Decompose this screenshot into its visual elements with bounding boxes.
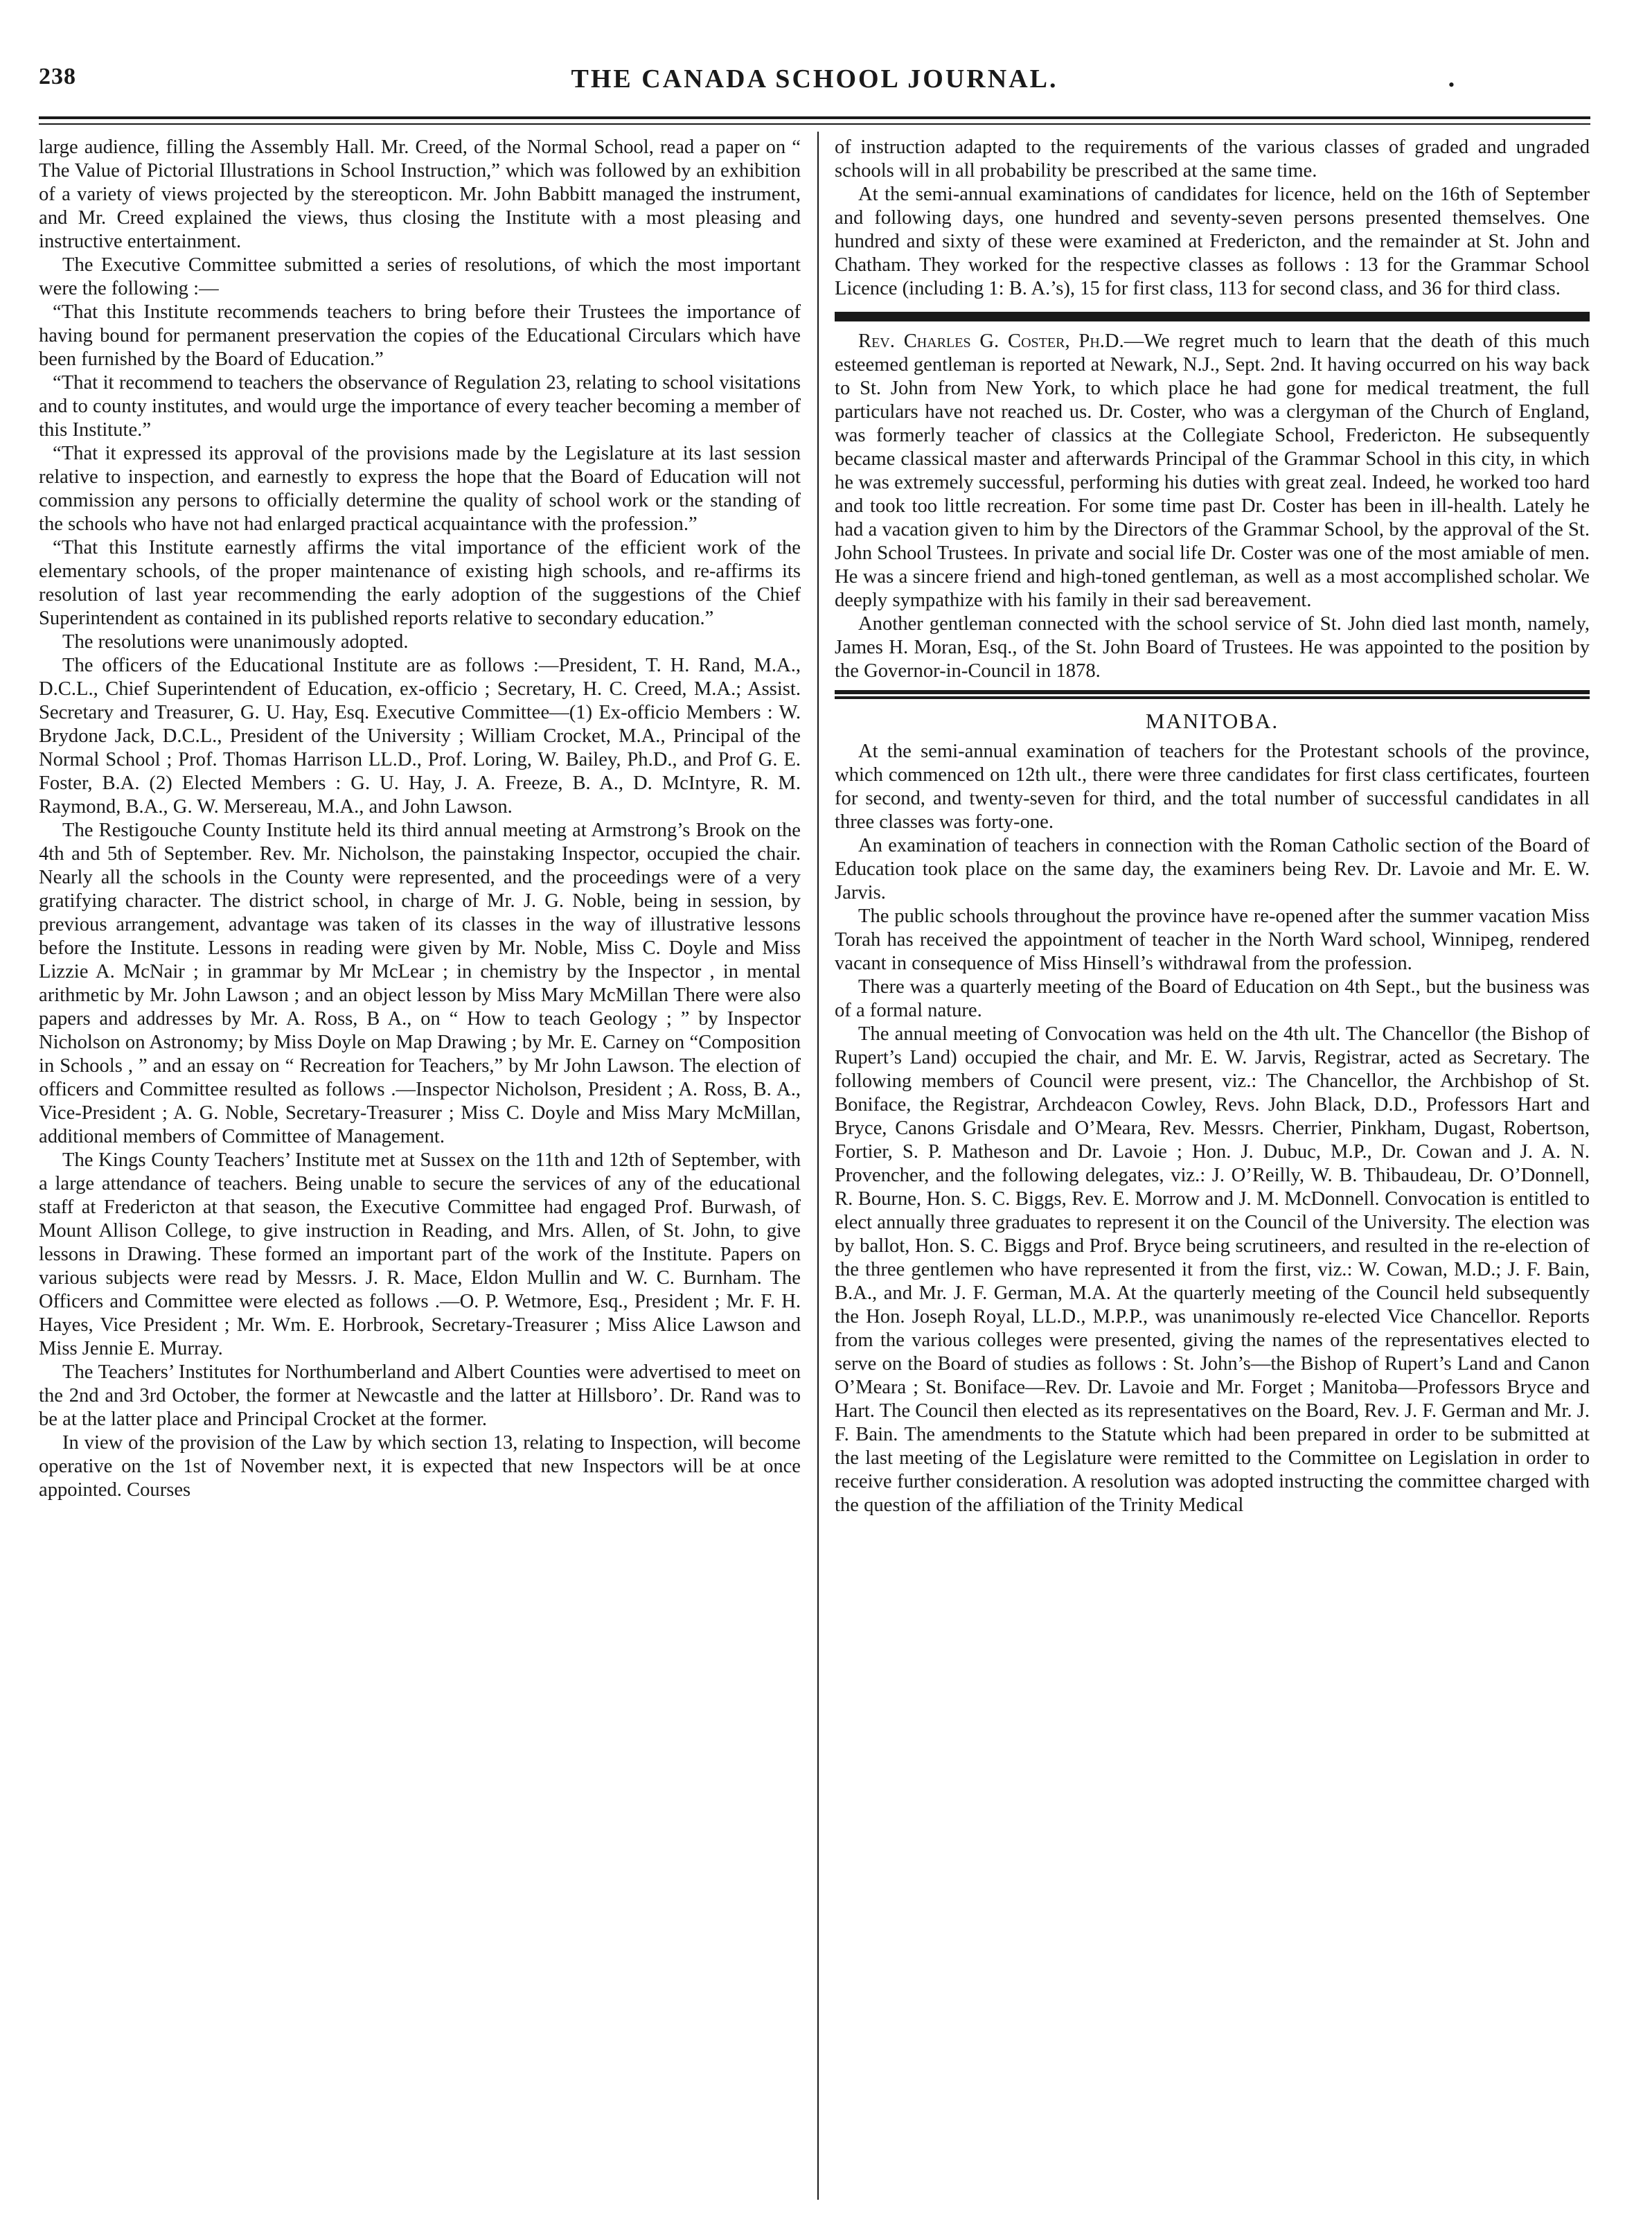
section-title: MANITOBA.	[1145, 709, 1279, 733]
paragraph: The Executive Committee submitted a series of resolutions, of which the most important were the following :—	[39, 254, 801, 299]
resolution-quote: “That this Institute recommends teachers to bring before their Trustees the importance of having bound for permanent preservation the copies of the Educational Circulars which have been furnished by the Board of Education.”	[39, 301, 801, 370]
journal-title: THE CANADA SCHOOL JOURNAL.	[571, 64, 1058, 94]
header-rule	[39, 116, 1590, 119]
paragraph: The resolutions were unanimously adopted.	[62, 631, 409, 653]
paragraph: The Kings County Teachers’ Institute met at Sussex on the 11th and 12th of September, with a large attendance of teachers. Being unable to secure the services of any of the educational staff at Fredericton at that season, the Executive Committee had engaged Prof. Burwash, of Mount Allison College, to give instruction in Reading, and Mrs. Allen, of St. John, to give lessons in Drawing. These formed an important part of the work of the Institute. Papers on various subjects were read by Messrs. J. R. Mace, Eldon Mullin and W. C. Burnham. The Officers and Committee were elected as follows .—O. P. Wetmore, Esq., President ; Mr. F. H. Hayes, Vice President ; Mr. Wm. E. Horbrook, Secretary-Treasurer ; Miss Alice Lawson and Miss Jennie E. Murray.	[39, 1149, 801, 1359]
right-column	[835, 136, 1590, 1517]
obituary-text: —We regret much to learn that the death of this much esteemed gentleman is reported at Newark, N.J., Sept. 2nd. It having occurred on his way back to St. John from New York, to which place he had gone for medical treatment, the full particulars have not reached us. Dr. Coster, who was a clergyman of the Church of England, was formerly teacher of classics at the Collegiate School, Fredericton. He subsequently became classical master and afterwards Principal of the Grammar School in this city, in which he was extremely successful, performing his duties with great zeal. Indeed, he worked too hard and took too little recreation. For some time past Dr. Coster has been in ill-health. Lately he had a vacation given to him by the Directors of the Grammar School, by the approval of the St. John School Trustees. In private and social life Dr. Coster was one of the most amiable of men. He was a sincere friend and high-toned gentleman, as well as a most accomplished scholar. We deeply sympathize with his family in their sad bereavement.	[835, 330, 1590, 611]
paragraph: The public schools throughout the province have re-opened after the summer vacation Miss Torah has received the appointment of teacher in the North Ward school, Winnipeg, rendered vacant in consequence of Miss Hinsell’s withdrawal from the profession.	[835, 906, 1590, 974]
section-separator	[835, 312, 1590, 321]
paragraph: The Teachers’ Institutes for Northumberland and Albert Counties were advertised to meet on the 2nd and 3rd October, the former at Newcastle and the latter at Hillsboro’. Dr. Rand was to be at the latter place and Principal Crocket at the former.	[39, 1361, 801, 1430]
header-rule-thin	[39, 123, 1590, 125]
paragraph: In view of the provision of the Law by which section 13, relating to Inspection, will become operative on the 1st of November next, it is expected that new Inspectors will be at once appointed. Courses	[39, 1432, 801, 1501]
paragraph: large audience, filling the Assembly Hall. Mr. Creed, of the Normal School, read a paper on “ The Value of Pictorial Illustrations in School Instruction,” which was followed by an exhibition of a variety of views projected by the stereopticon. Mr. John Babbitt managed the instrument, and Mr. Creed explained the views, thus closing the Institute with a most pleasing and instructive entertainment.	[39, 136, 801, 252]
section-separator-double	[835, 690, 1590, 700]
paragraph: Another gentleman connected with the school service of St. John died last month, namely, James H. Moran, Esq., of the St. John Board of Trustees. He was appointed to the position by the Governor-in-Council in 1878.	[835, 613, 1590, 682]
column-divider	[817, 132, 819, 2200]
paragraph: At the semi-annual examination of teachers for the Protestant schools of the province, which commenced on 12th ult., there were three candidates for first class certificates, fourteen for second, and twenty-seven for third, and the total number of successful candidates in all three classes was forty-one.	[835, 741, 1590, 833]
page-number: 238	[39, 64, 76, 89]
left-column	[39, 136, 801, 1502]
paragraph: There was a quarterly meeting of the Board of Education on 4th Sept., but the business was of a formal nature.	[835, 976, 1590, 1021]
resolution-quote: “That it expressed its approval of the provisions made by the Legislature at its last session relative to inspection, and earnestly to express the hope that the Board of Education will not commission any persons to officially determine the quality of school work or the standing of the schools who have not had enlarged practical acquaintance with the profession.”	[39, 443, 801, 535]
paragraph: The annual meeting of Convocation was held on the 4th ult. The Chancellor (the Bishop of Rupert’s Land) occupied the chair, and Mr. E. W. Jarvis, Registrar, acted as Secretary. The following members of Council were present, viz.: The Chancellor, the Archbishop of St. Boniface, the Registrar, Archdeacon Cowley, Revs. John Black, D.D., Professors Hart and Bryce, Canons Grisdale and O’Meara, Rev. Messrs. Cherrier, Pinkham, Dugast, Robertson, Fortier, S. P. Matheson and Dr. Lavoie ; Hon. J. Dubuc, M.P., Dr. Cowan and J. A. N. Provencher, and the following delegates, viz.: J. O’Reilly, W. B. Thibaudeau, Dr. O’Donnell, R. Bourne, Hon. S. C. Biggs, Rev. E. Morrow and J. M. McDonnell. Convocation is entitled to elect annually three graduates to represent it on the Council of the University. The election was by ballot, Hon. S. C. Biggs and Prof. Bryce being scrutineers, and resulted in the re-election of the three gentlemen who have represented it from the first, viz.: W. Cowan, M.D.; J. F. Bain, B.A., and Mr. J. F. German, M.A. At the quarterly meeting of the Council held subsequently the Hon. Joseph Royal, LL.D., M.P.P., was unanimously re-elected Vice Chancellor. Reports from the various colleges were presented, giving the names of the representatives elected to serve on the Board of studies as follows : St. John’s—the Bishop of Rupert’s Land and Canon O’Meara ; St. Boniface—Rev. Dr. Lavoie and Mr. Forget ; Manitoba—Professors Bryce and Hart. The Council then elected as its representatives on the Board, Rev. J. F. German and Mr. J. F. Bain. The amendments to the Statute which had been prepared in order to be submitted at the last meeting of the Legislature were remitted to the Committee on Legislation in order to receive further consideration. A resolution was adopted instructing the committee charged with the question of the affiliation of the Trinity Medical	[835, 1023, 1590, 1516]
paragraph: At the semi-annual examinations of candidates for licence, held on the 16th of September and following days, one hundred and seventy-seven persons presented themselves. One hundred and sixty of these were examined at Fredericton, and the remainder at St. John and Chatham. They worked for the respective classes as follows : 13 for the Grammar School Licence (including 1: B. A.’s), 15 for first class, 113 for second class, and 36 for third class.	[835, 184, 1590, 299]
paragraph: An examination of teachers in connection with the Roman Catholic section of the Board of Education took place on the same day, the examiners being Rev. Dr. Lavoie and Mr. E. W. Jarvis.	[835, 835, 1590, 903]
obituary-name: Rev. Charles G. Coster, Ph.D.	[858, 330, 1124, 352]
header-dot: •	[1448, 75, 1455, 95]
paragraph: of instruction adapted to the requirements of the various classes of graded and ungraded schools will in all probability be prescribed at the same time.	[835, 136, 1590, 182]
paragraph: The officers of the Educational Institute are as follows :—President, T. H. Rand, M.A., D.C.L., Chief Superintendent of Education, ex-officio ; Secretary, H. C. Creed, M.A.; Assist. Secretary and Treasurer, G. U. Hay, Esq. Executive Committee—(1) Ex-officio Members : W. Brydone Jack, D.C.L., President of the University ; William Crocket, M.A., Principal of the Normal School ; Prof. Thomas Harrison LL.D., Prof. Loring, W. Bailey, Ph.D., and Prof G. E. Foster, B.A. (2) Elected Members : G. U. Hay, J. A. Freeze, B. A., D. McIntyre, R. M. Raymond, B.A., G. W. Mersereau, M.A., and John Lawson.	[39, 655, 801, 818]
resolution-quote: “That this Institute earnestly affirms the vital importance of the efficient work of the elementary schools, of the proper maintenance of existing high schools, and re-affirms its resolution of last year recommending the early adoption of the suggestions of the Chief Superintendent as contained in its published reports relative to secondary education.”	[39, 537, 801, 629]
paragraph: The Restigouche County Institute held its third annual meeting at Armstrong’s Brook on the 4th and 5th of September. Rev. Mr. Nicholson, the painstaking Inspector, occupied the chair. Nearly all the schools in the County were represented, and the proceedings were of a very gratifying character. The district school, in charge of Mr. J. G. Noble, being in session, by previous arrangement, advantage was taken of its classes in the way of illustrative lessons before the Institute. Lessons in reading were given by Mr. Noble, Miss C. Doyle and Miss Lizzie A. McNair ; in grammar by Mr McLear ; in chemistry by the Inspector , in mental arithmetic by Mr. John Lawson ; and an object lesson by Miss Mary McMillan There were also papers and addresses by Mr. A. Ross, B A., on “ How to teach Geology ; ” by Inspector Nicholson on Astronomy; by Miss Doyle on Map Drawing ; by Mr. E. Carney on “Composition in Schools , ” and an essay on “ Recreation for Teachers,” by Mr John Lawson. The election of officers and Committee resulted as follows .—Inspector Nicholson, President ; A. Ross, B. A., Vice-President ; A. G. Noble, Secretary-Treasurer ; Miss C. Doyle and Miss Mary McMillan, additional members of Committee of Management.	[39, 820, 801, 1147]
resolution-quote: “That it recommend to teachers the observance of Regulation 23, relating to school visitations and to county institutes, and would urge the importance of every teacher becoming a member of this Institute.”	[39, 372, 801, 441]
page-header	[39, 64, 1590, 105]
obituary-paragraph	[835, 330, 1590, 612]
